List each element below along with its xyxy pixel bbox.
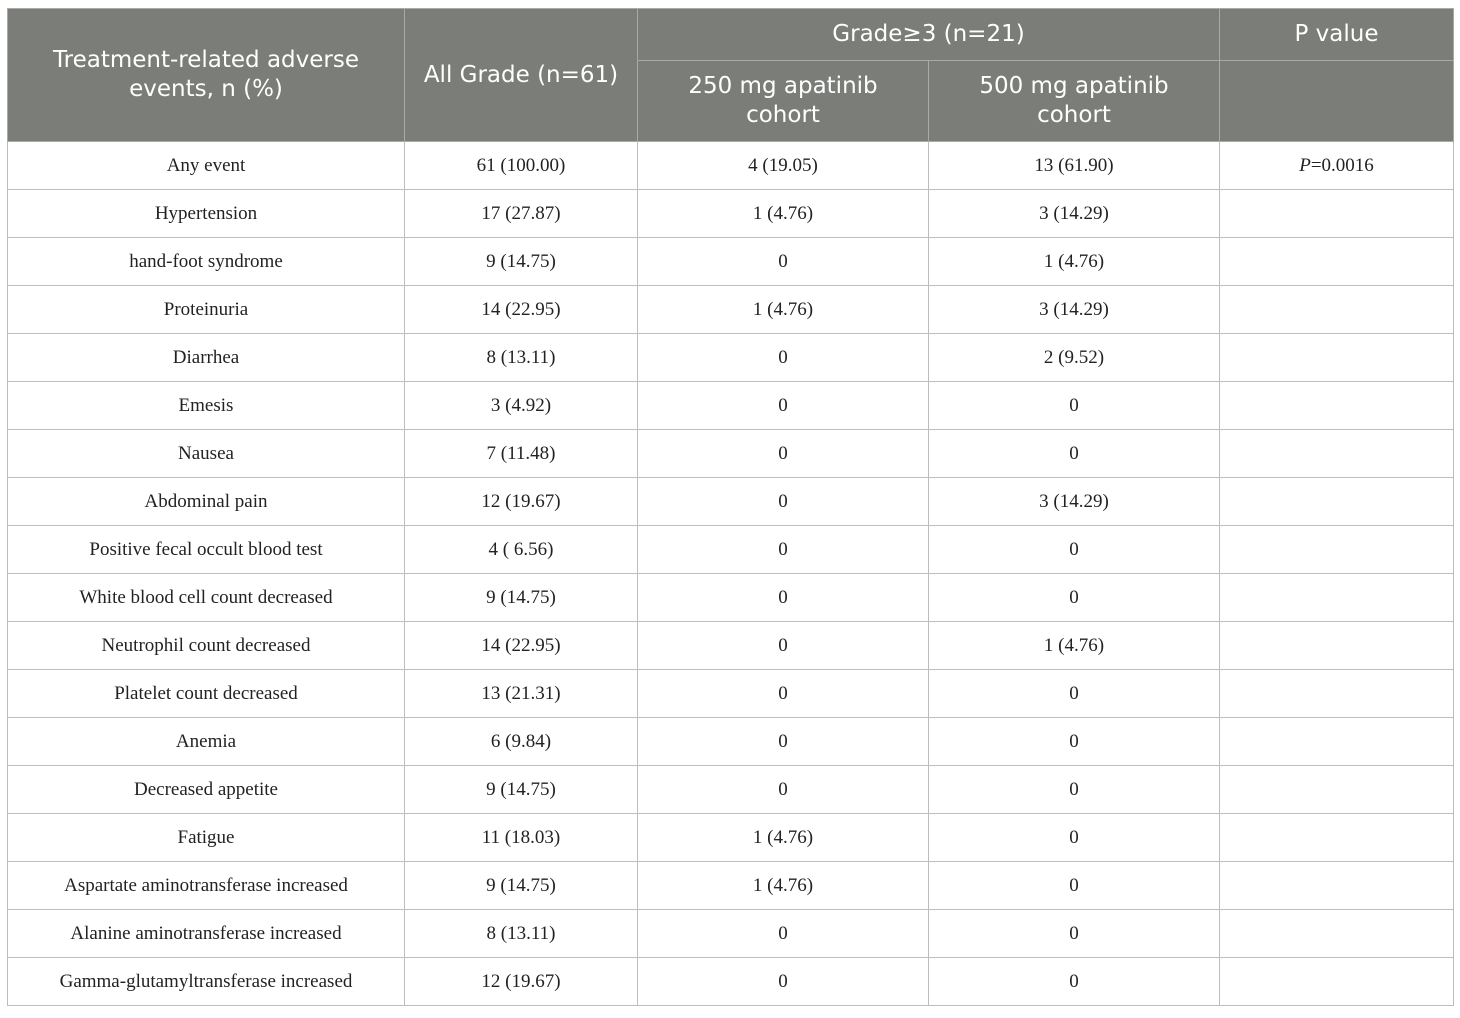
cell-cohort-250: 0 (638, 574, 929, 622)
cell-p-value (1220, 334, 1454, 382)
cell-event: White blood cell count decreased (8, 574, 405, 622)
cell-p-value (1220, 238, 1454, 286)
cell-cohort-250: 0 (638, 238, 929, 286)
table-row (8, 670, 1454, 718)
table-row (8, 766, 1454, 814)
table-row (8, 238, 1454, 286)
cell-cohort-500: 1 (4.76) (929, 622, 1220, 670)
cell-event: Anemia (8, 718, 405, 766)
cell-event: Emesis (8, 382, 405, 430)
cell-cohort-250: 0 (638, 670, 929, 718)
cell-p-value (1220, 862, 1454, 910)
cell-cohort-500: 3 (14.29) (929, 478, 1220, 526)
cell-event: Fatigue (8, 814, 405, 862)
cell-event: Positive fecal occult blood test (8, 526, 405, 574)
cell-cohort-250: 0 (638, 382, 929, 430)
cell-all-grade: 6 (9.84) (405, 718, 638, 766)
cell-cohort-500: 0 (929, 718, 1220, 766)
cell-event: Nausea (8, 430, 405, 478)
cell-event: hand-foot syndrome (8, 238, 405, 286)
cell-cohort-500: 2 (9.52) (929, 334, 1220, 382)
cell-all-grade: 12 (19.67) (405, 478, 638, 526)
table-row (8, 862, 1454, 910)
cell-all-grade: 13 (21.31) (405, 670, 638, 718)
cell-cohort-500: 3 (14.29) (929, 286, 1220, 334)
cell-all-grade: 14 (22.95) (405, 622, 638, 670)
cell-cohort-250: 1 (4.76) (638, 190, 929, 238)
cell-all-grade: 7 (11.48) (405, 430, 638, 478)
cell-all-grade: 17 (27.87) (405, 190, 638, 238)
table-row (8, 334, 1454, 382)
cell-cohort-250: 0 (638, 526, 929, 574)
table-row (8, 382, 1454, 430)
cell-all-grade: 12 (19.67) (405, 958, 638, 1006)
cell-cohort-250: 1 (4.76) (638, 862, 929, 910)
cell-event: Proteinuria (8, 286, 405, 334)
cell-cohort-250: 0 (638, 766, 929, 814)
table-row (8, 958, 1454, 1006)
cell-event: Decreased appetite (8, 766, 405, 814)
cell-all-grade: 4 ( 6.56) (405, 526, 638, 574)
cell-all-grade: 61 (100.00) (405, 142, 638, 190)
cell-cohort-250: 4 (19.05) (638, 142, 929, 190)
cell-cohort-500: 0 (929, 430, 1220, 478)
cell-cohort-500: 0 (929, 910, 1220, 958)
table-row (8, 910, 1454, 958)
cell-event: Diarrhea (8, 334, 405, 382)
cell-cohort-250: 0 (638, 718, 929, 766)
table-row (8, 430, 1454, 478)
cell-p-value (1220, 622, 1454, 670)
cell-all-grade: 8 (13.11) (405, 334, 638, 382)
cell-event: Abdominal pain (8, 478, 405, 526)
table-row (8, 190, 1454, 238)
cell-all-grade: 8 (13.11) (405, 910, 638, 958)
cell-cohort-500: 0 (929, 382, 1220, 430)
cell-cohort-250: 0 (638, 958, 929, 1006)
cell-p-value (1220, 718, 1454, 766)
table-row (8, 526, 1454, 574)
cell-all-grade: 11 (18.03) (405, 814, 638, 862)
cell-all-grade: 9 (14.75) (405, 238, 638, 286)
table-header (8, 9, 1454, 142)
cell-cohort-250: 0 (638, 622, 929, 670)
cell-event: Gamma-glutamyltransferase increased (8, 958, 405, 1006)
cell-cohort-250: 1 (4.76) (638, 286, 929, 334)
cell-cohort-500: 0 (929, 526, 1220, 574)
p-symbol: P (1299, 154, 1311, 176)
cell-p-value (1220, 382, 1454, 430)
cell-cohort-500: 13 (61.90) (929, 142, 1220, 190)
table-container (7, 8, 1453, 1006)
table-row (8, 142, 1454, 190)
p-number: =0.0016 (1310, 154, 1374, 176)
cell-p-value (1220, 190, 1454, 238)
header-p-value-empty (1220, 61, 1454, 142)
cell-p-value (1220, 142, 1454, 190)
cell-event: Platelet count decreased (8, 670, 405, 718)
cell-cohort-250: 0 (638, 910, 929, 958)
cell-cohort-500: 0 (929, 814, 1220, 862)
cell-cohort-500: 0 (929, 574, 1220, 622)
cell-all-grade: 14 (22.95) (405, 286, 638, 334)
cell-cohort-250: 0 (638, 430, 929, 478)
cell-event: Neutrophil count decreased (8, 622, 405, 670)
table-body (8, 142, 1454, 1006)
cell-p-value (1220, 766, 1454, 814)
cell-p-value (1220, 670, 1454, 718)
table-row (8, 814, 1454, 862)
header-grade3: Grade≥3 (n=21) (638, 9, 1220, 61)
table-row (8, 718, 1454, 766)
header-event: Treatment-related adverse events, n (%) (8, 9, 405, 142)
header-all-grade: All Grade (n=61) (405, 9, 638, 142)
cell-p-value (1220, 286, 1454, 334)
adverse-events-table (7, 8, 1454, 1006)
header-cohort-250: 250 mg apatinib cohort (638, 61, 929, 142)
table-row (8, 574, 1454, 622)
cell-cohort-250: 0 (638, 334, 929, 382)
table-row (8, 478, 1454, 526)
cell-p-value (1220, 958, 1454, 1006)
cell-cohort-500: 0 (929, 766, 1220, 814)
cell-event: Any event (8, 142, 405, 190)
cell-cohort-250: 0 (638, 478, 929, 526)
cell-event: Hypertension (8, 190, 405, 238)
cell-cohort-500: 0 (929, 862, 1220, 910)
cell-p-value (1220, 910, 1454, 958)
cell-all-grade: 9 (14.75) (405, 766, 638, 814)
cell-p-value (1220, 574, 1454, 622)
cell-all-grade: 9 (14.75) (405, 862, 638, 910)
cell-cohort-500: 0 (929, 958, 1220, 1006)
cell-event: Alanine aminotransferase increased (8, 910, 405, 958)
cell-p-value (1220, 478, 1454, 526)
header-cohort-500: 500 mg apatinib cohort (929, 61, 1220, 142)
cell-cohort-500: 3 (14.29) (929, 190, 1220, 238)
cell-all-grade: 9 (14.75) (405, 574, 638, 622)
table-row (8, 286, 1454, 334)
cell-p-value (1220, 526, 1454, 574)
cell-cohort-500: 1 (4.76) (929, 238, 1220, 286)
table-row (8, 622, 1454, 670)
header-p-value: P value (1220, 9, 1454, 61)
cell-cohort-500: 0 (929, 670, 1220, 718)
cell-event: Aspartate aminotransferase increased (8, 862, 405, 910)
cell-cohort-250: 1 (4.76) (638, 814, 929, 862)
cell-p-value (1220, 430, 1454, 478)
cell-all-grade: 3 (4.92) (405, 382, 638, 430)
cell-p-value (1220, 814, 1454, 862)
